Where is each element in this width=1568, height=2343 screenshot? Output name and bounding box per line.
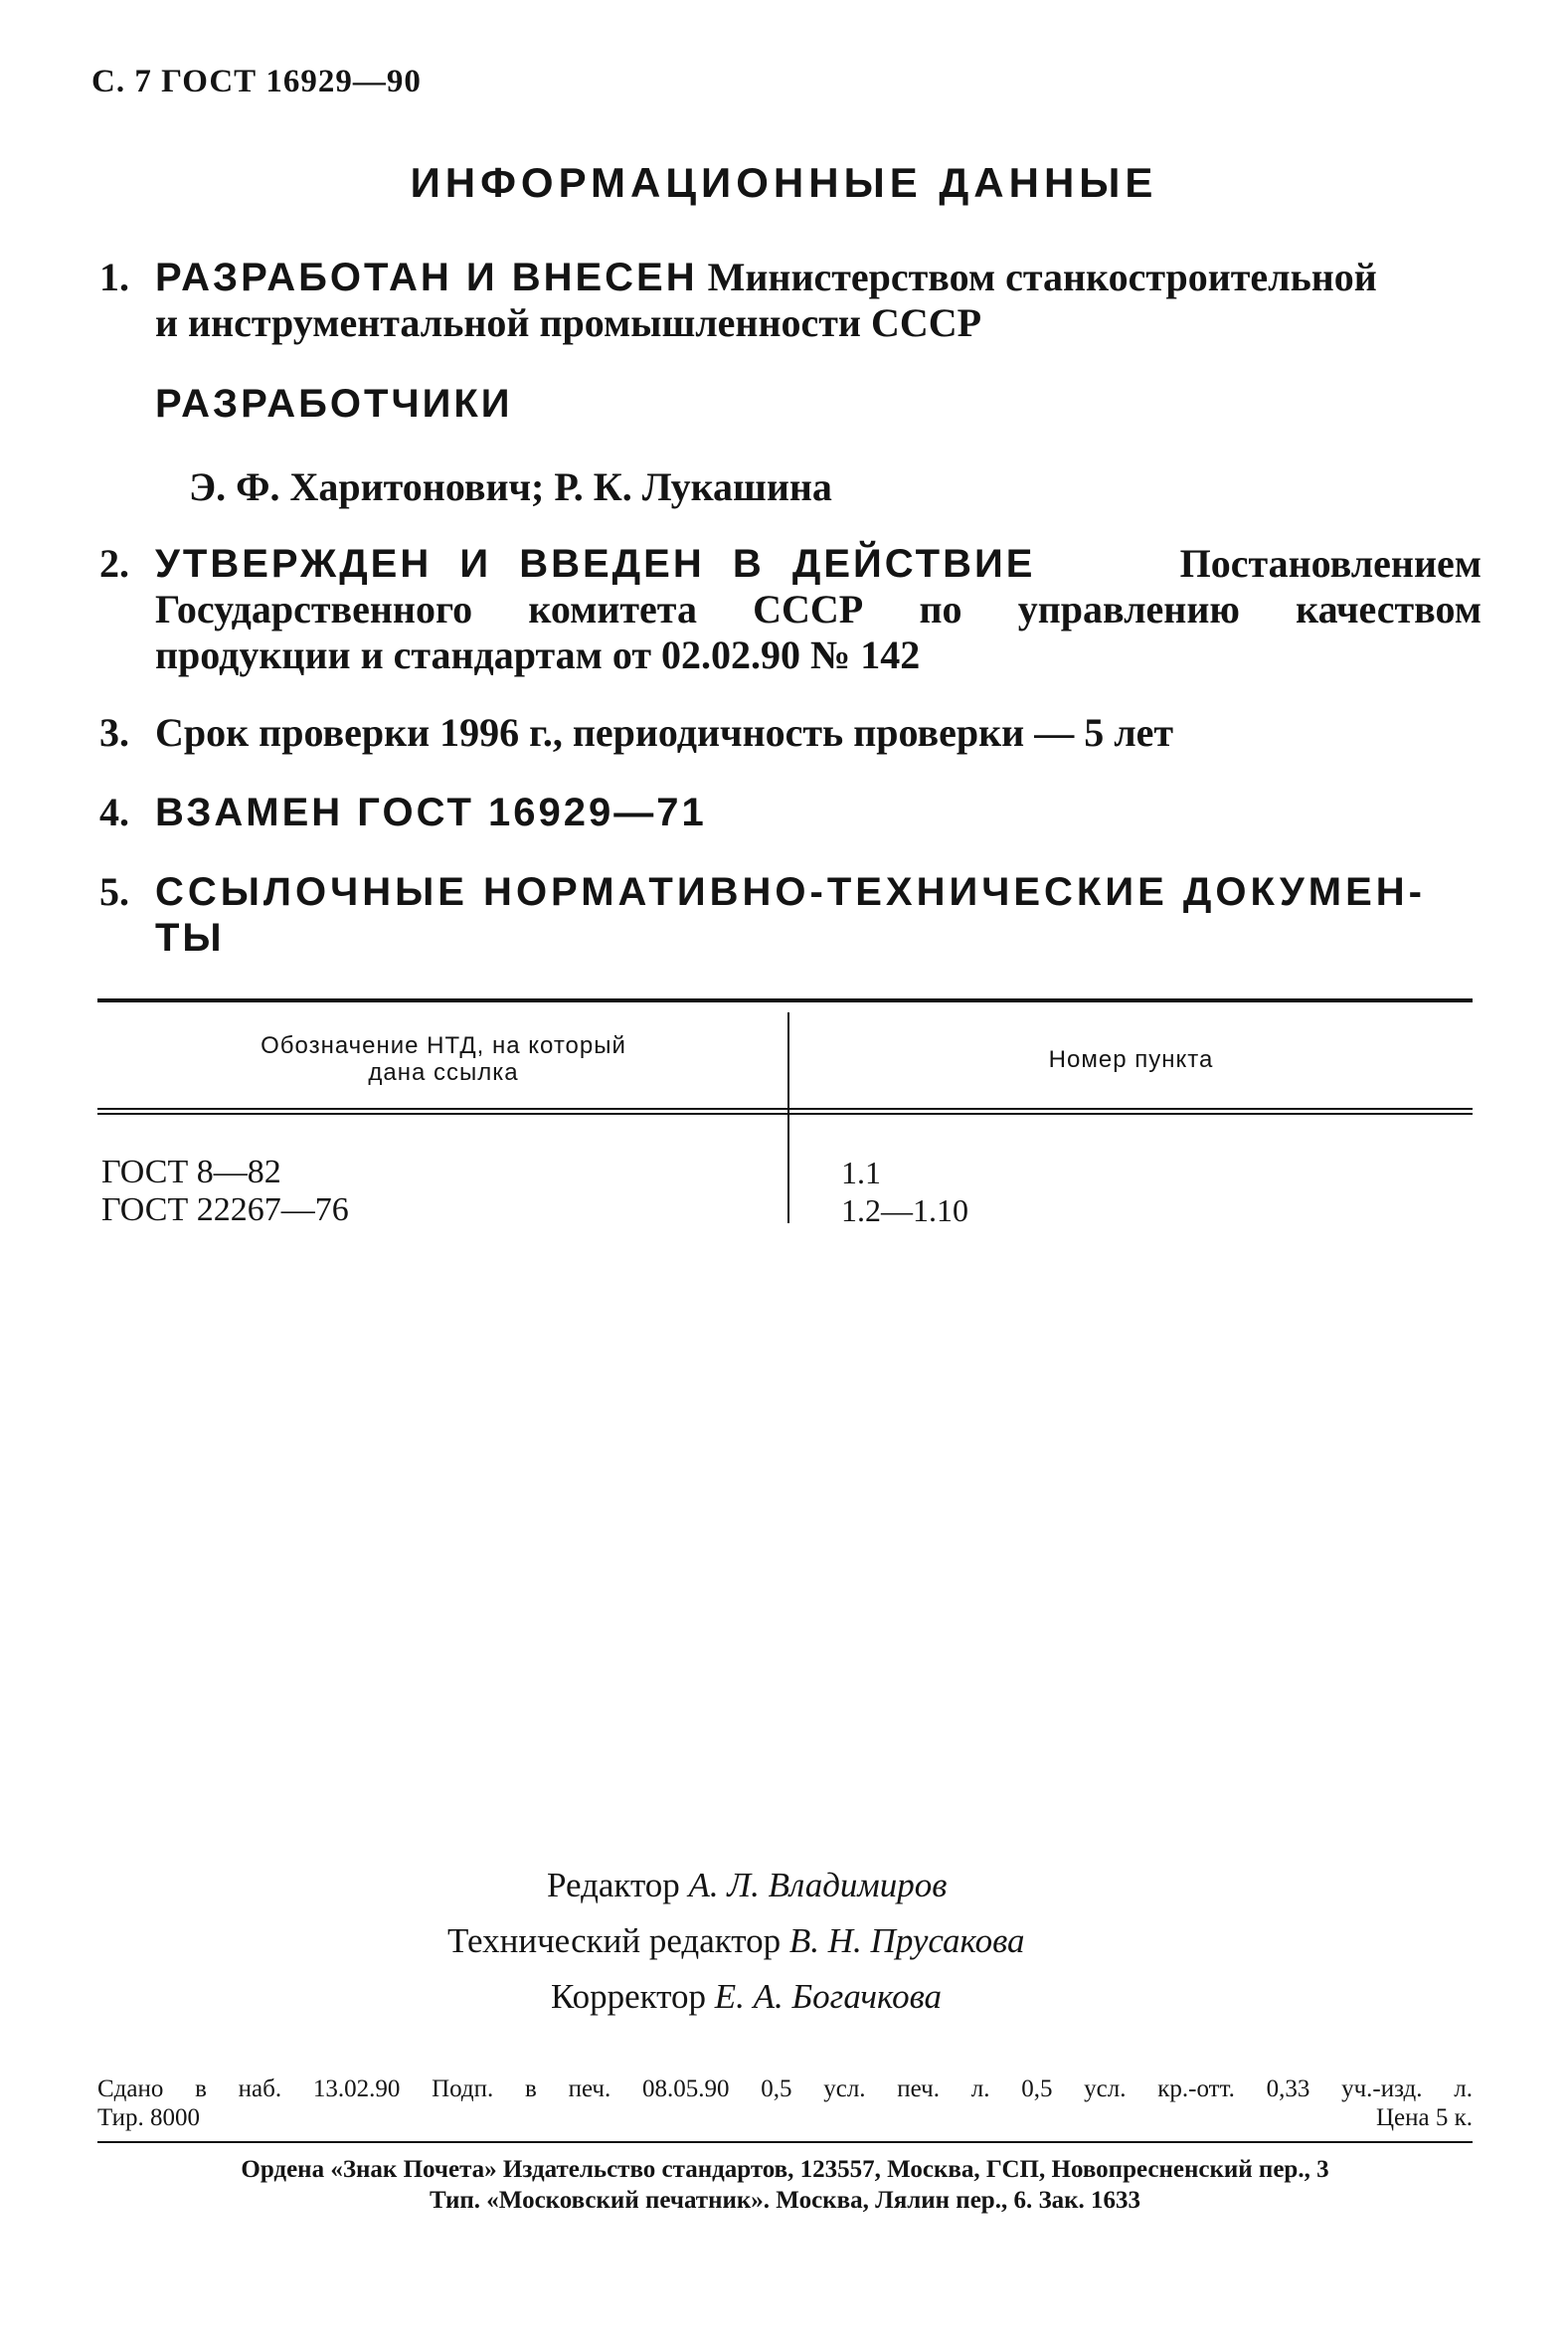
table-row	[101, 1154, 349, 1229]
item-heading: УТВЕРЖДЕН И ВВЕДЕН В ДЕЙСТВИЕ	[155, 542, 1036, 586]
table-column-divider	[787, 1012, 789, 1223]
table-cell-doc: ГОСТ 22267—76	[101, 1191, 349, 1228]
item-number: 4.	[99, 790, 129, 834]
item-text: и инструментальной промышленности СССР	[155, 300, 982, 345]
developers-heading: РАЗРАБОТЧИКИ	[155, 382, 513, 426]
item-2	[99, 541, 1481, 678]
credit-corrector: Корректор Е. А. Богачкова	[551, 1977, 943, 2016]
imprint-circulation: Тир. 8000	[97, 2104, 201, 2131]
item-text: Министерством станкостроительной	[707, 255, 1377, 299]
item-5	[99, 869, 1481, 961]
item-number: 5.	[99, 869, 129, 914]
imprint	[97, 2074, 1473, 2132]
item-4	[99, 790, 1481, 835]
printer-line: Тип. «Московский печатник». Москва, Лялин пер., 6. Зак. 1633	[429, 2187, 1141, 2214]
developers-names: Э. Ф. Харитонович; Р. К. Лукашина	[189, 464, 832, 509]
item-1	[99, 255, 1481, 346]
table-header-rule	[97, 1108, 1473, 1110]
table-row	[841, 1154, 968, 1229]
page-number: С. 7 ГОСТ 16929—90	[91, 64, 422, 99]
item-3	[99, 710, 1481, 756]
table-header-doc: Обозначение НТД, на который дана ссылка	[261, 1032, 626, 1086]
imprint-line: Сдано в наб. 13.02.90 Подп. в печ. 08.05.90 0,5 усл. печ. л. 0,5 усл. кр.-отт. 0,33 уч.-изд. л.	[97, 2075, 1473, 2102]
table-cell-clause: 1.2—1.10	[841, 1192, 968, 1228]
item-heading: РАЗРАБОТАН И ВНЕСЕН	[155, 256, 698, 299]
item-text: Срок проверки 1996 г., периодичность проверки — 5 лет	[155, 710, 1174, 755]
item-text: продукции и стандартам от 02.02.90 № 142	[155, 632, 921, 677]
item-heading: ТЫ	[155, 916, 225, 960]
item-number: 1.	[99, 255, 129, 299]
item-text: Постановлением	[1179, 541, 1481, 586]
table-header-rule	[97, 1113, 1473, 1115]
page-title: ИНФОРМАЦИОННЫЕ ДАННЫЕ	[410, 159, 1158, 206]
item-heading: ВЗАМЕН ГОСТ 16929—71	[155, 791, 707, 834]
credit-editor: Редактор А. Л. Владимиров	[547, 1866, 948, 1904]
table-cell-clause: 1.1	[841, 1155, 881, 1190]
imprint-rule	[97, 2141, 1473, 2143]
imprint-price: Цена 5 к.	[1375, 2104, 1473, 2131]
item-heading: ССЫЛОЧНЫЕ НОРМАТИВНО-ТЕХНИЧЕСКИЕ ДОКУМЕН-	[155, 870, 1426, 914]
item-number: 3.	[99, 710, 129, 755]
item-number: 2.	[99, 541, 129, 586]
table-cell-doc: ГОСТ 8—82	[101, 1154, 281, 1190]
table-header-clause: Номер пункта	[1048, 1046, 1214, 1073]
credits	[447, 1858, 1025, 2025]
publisher-info	[91, 2154, 1479, 2216]
item-text: Государственного комитета СССР по управлению качеством	[155, 587, 1481, 631]
credit-tech-editor: Технический редактор В. Н. Прусакова	[447, 1921, 1025, 1960]
table-top-rule	[97, 998, 1473, 1002]
publisher-line: Ордена «Знак Почета» Издательство стандартов, 123557, Москва, ГСП, Новопресненский пер., 3	[241, 2156, 1329, 2183]
